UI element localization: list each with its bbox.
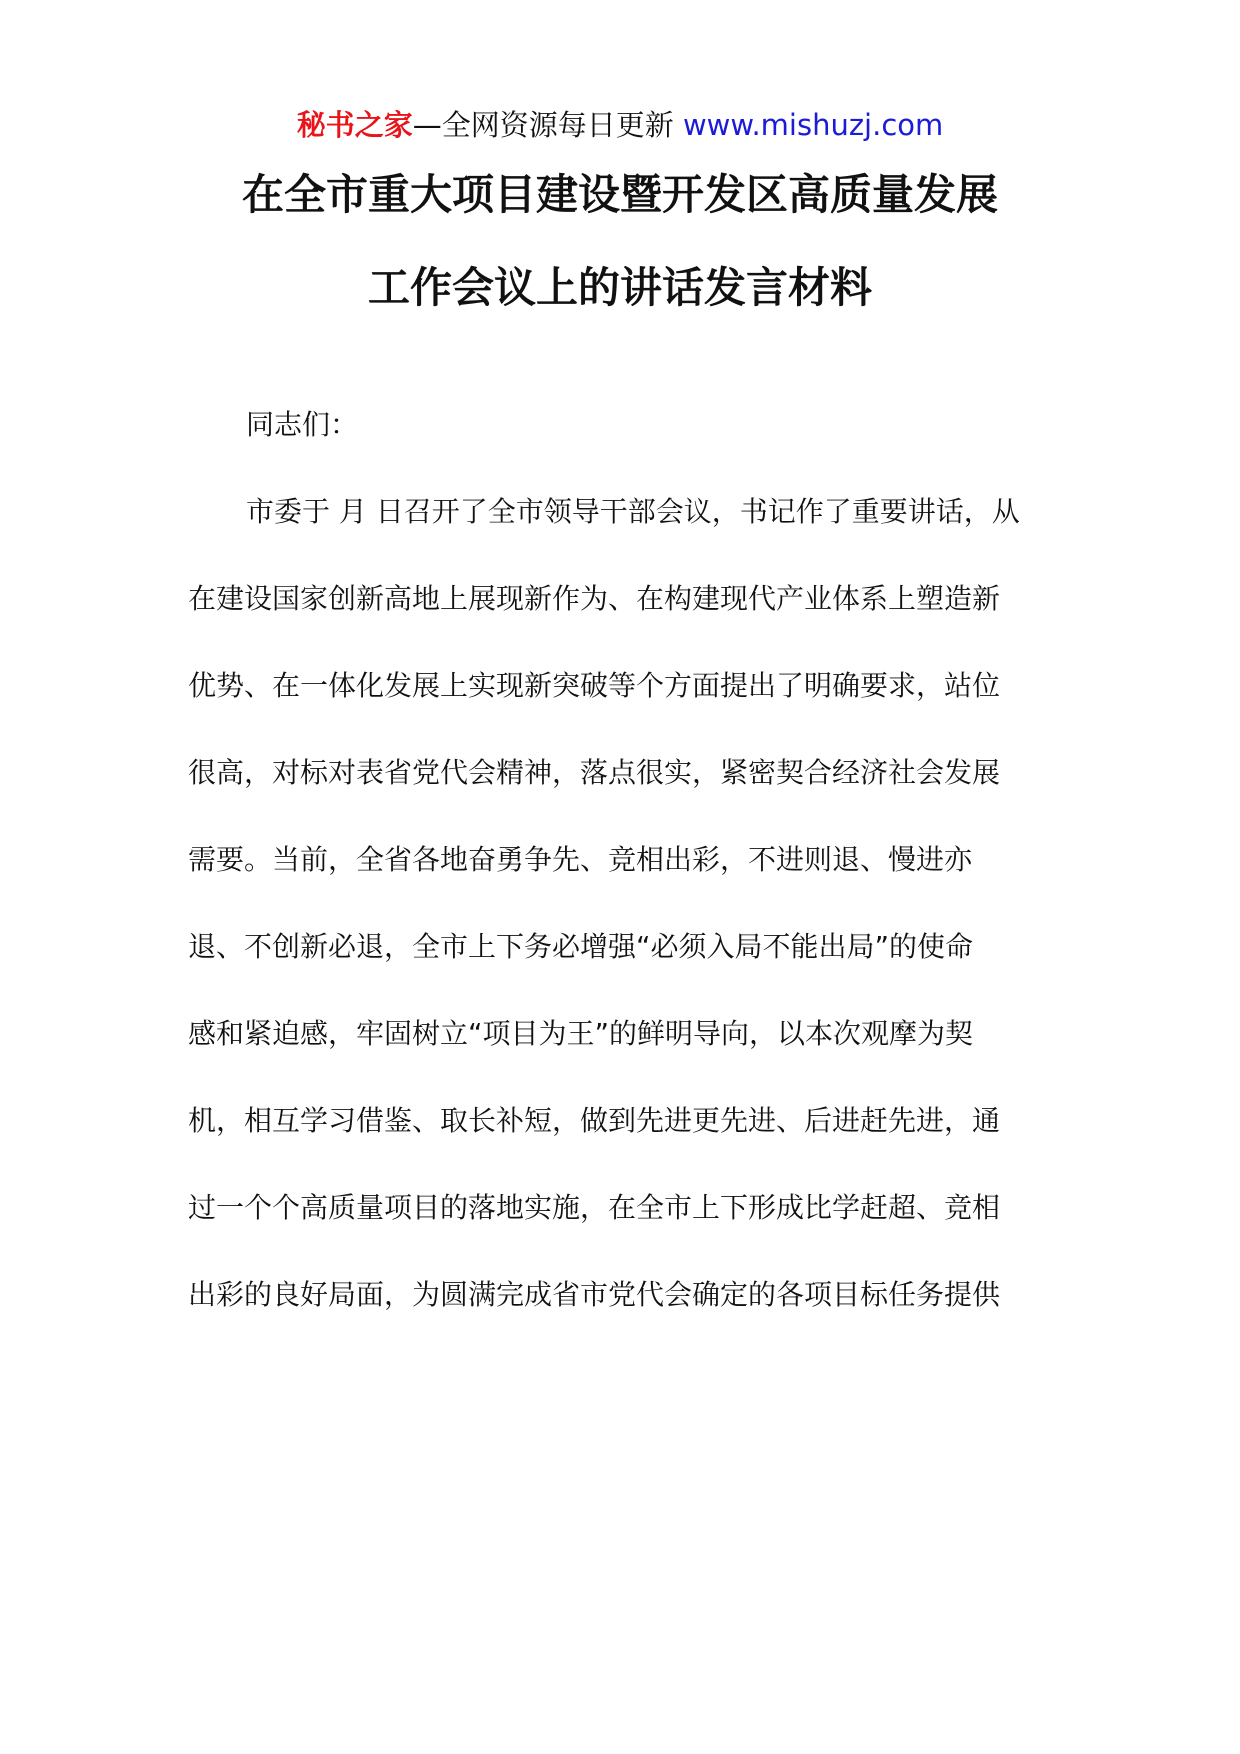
body-line: 很高，对标对表省党代会精神，落点很实，紧密契合经济社会发展 <box>188 756 1001 789</box>
body-line: 市委于 月 日召开了全市领导干部会议，书记作了重要讲话，从 <box>246 495 1020 528</box>
document-title-line-2: 工作会议上的讲话发言材料 <box>367 263 872 312</box>
salutation: 同志们： <box>246 408 359 441</box>
body-line: 出彩的良好局面，为圆满完成省市党代会确定的各项目标任务提供 <box>188 1278 1001 1311</box>
site-url-link[interactable]: www.mishuzj.com <box>682 108 944 142</box>
body-line: 退、不创新必退，全市上下务必增强“必须入局不能出局”的使命 <box>188 930 974 963</box>
site-brand: 秘书之家 <box>296 108 413 142</box>
body-line: 感和紧迫感，牢固树立“项目为王”的鲜明导向，以本次观摩为契 <box>188 1017 974 1050</box>
body-line: 需要。当前，全省各地奋勇争先、竞相出彩，不进则退、慢进亦 <box>188 843 973 876</box>
site-header <box>0 100 1240 150</box>
body-line: 优势、在一体化发展上实现新突破等个方面提出了明确要求，站位 <box>188 669 1001 702</box>
body-line: 过一个个高质量项目的落地实施，在全市上下形成比学赶超、竞相 <box>188 1191 1001 1224</box>
body-line: 机，相互学习借鉴、取长补短，做到先进更先进、后进赶先进，通 <box>188 1104 1001 1137</box>
site-tagline: —全网资源每日更新 <box>412 108 683 142</box>
body-line: 在建设国家创新高地上展现新作为、在构建现代产业体系上塑造新 <box>188 582 1001 615</box>
document-title-line-1: 在全市重大项目建设暨开发区高质量发展 <box>241 170 998 219</box>
